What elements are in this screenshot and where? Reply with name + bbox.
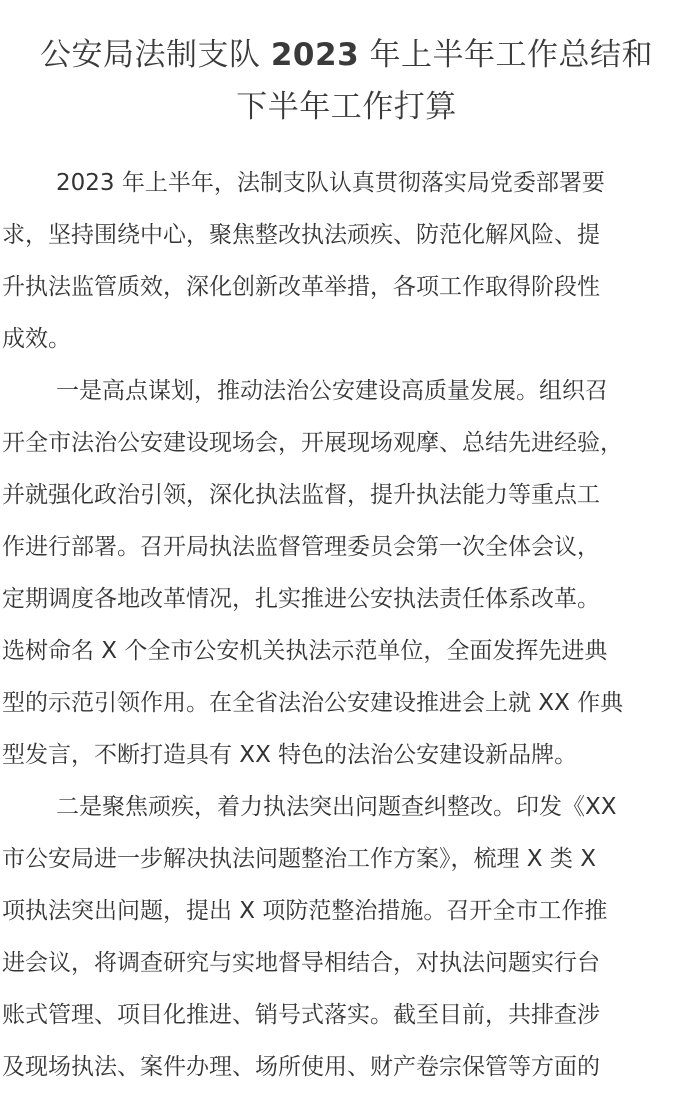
- text-line: 账式管理、项目化推进、销号式落实。截至目前，共排查涉: [2, 1002, 600, 1028]
- text-line: 进会议，将调查研究与实地督导相结合，对执法问题实行台: [2, 950, 600, 976]
- text-line: 成效。: [2, 326, 71, 352]
- text-line: 型的示范引领作用。在全省法治公安建设推进会上就 XX 作典: [2, 690, 624, 716]
- text-line: 及现场执法、案件办理、场所使用、财产卷宗保管等方面的: [2, 1054, 600, 1080]
- title-line-1: [0, 29, 693, 81]
- text-line: 型发言，不断打造具有 XX 特色的法治公安建设新品牌。: [2, 742, 578, 768]
- text-line: 定期调度各地改革情况，扎实推进公安执法责任体系改革。: [2, 586, 600, 612]
- text-line: 市公安局进一步解决执法问题整治工作方案》，梳理 X 类 X: [2, 846, 596, 872]
- document-title: [0, 29, 693, 133]
- text-line: 开全市法治公安建设现场会，开展现场观摩、总结先进经验，: [2, 430, 623, 456]
- paragraph-intro: [2, 157, 693, 365]
- paragraph-rectification: [2, 781, 693, 1093]
- paragraph-planning: [2, 365, 693, 781]
- text-line: 二是聚焦顽疾，着力执法突出问题查纠整改。印发《XX: [56, 794, 617, 820]
- text-line: 并就强化政治引领，深化执法监督，提升执法能力等重点工: [2, 482, 600, 508]
- text-line: 作进行部署。召开局执法监督管理委员会第一次全体会议，: [2, 534, 600, 560]
- text-line: 升执法监管质效，深化创新改革举措，各项工作取得阶段性: [2, 274, 600, 300]
- text-line: 2023 年上半年，法制支队认真贯彻落实局党委部署要: [56, 170, 605, 196]
- document-body: [2, 157, 693, 1093]
- title-year: 2023: [270, 37, 360, 73]
- title-line-2: 下半年工作打算: [236, 89, 457, 125]
- title-suffix: 年上半年工作总结和: [369, 37, 653, 73]
- text-line: 一是高点谋划，推动法治公安建设高质量发展。组织召: [56, 378, 608, 404]
- text-line: 项执法突出问题，提出 X 项防范整治措施。召开全市工作推: [2, 898, 608, 924]
- text-line: 求，坚持围绕中心，聚焦整改执法顽疾、防范化解风险、提: [2, 222, 600, 248]
- title-prefix: 公安局法制支队: [40, 37, 261, 73]
- text-line: 选树命名 X 个全市公安机关执法示范单位，全面发挥先进典: [2, 638, 608, 664]
